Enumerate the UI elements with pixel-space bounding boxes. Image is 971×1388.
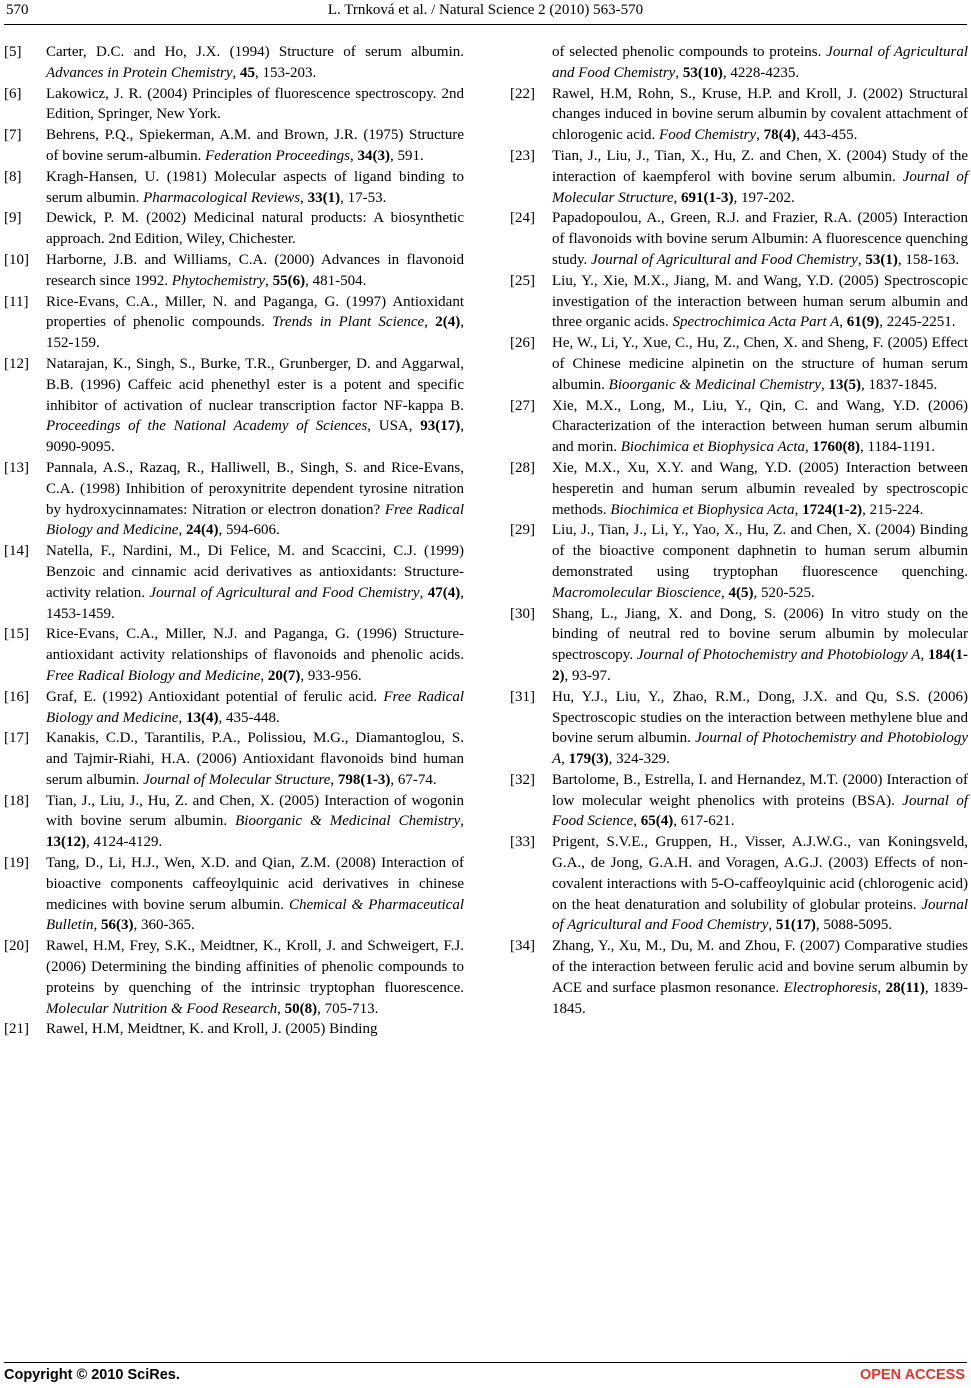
volume-issue: 50(8) bbox=[284, 1000, 318, 1017]
journal-title: Journal of Photochemistry and Photobiology A bbox=[552, 730, 968, 768]
reference-text: Rawel, H.M, Meidtner, K. and Kroll, J. (2005) Binding bbox=[46, 1021, 378, 1038]
reference-number: [10] bbox=[4, 251, 29, 268]
reference-entry bbox=[4, 1019, 464, 1040]
reference-text: Zhang, Y., Xu, M., Du, M. and Zhou, F. (2007) Comparative studies of the interaction between ferulic acid and bovine serum albumin by ACE and surface plasmon resonance. bbox=[552, 938, 968, 996]
reference-text: , 591. bbox=[389, 147, 424, 164]
reference-text: , 9090-9095. bbox=[46, 418, 464, 456]
reference-number: [26] bbox=[510, 335, 535, 352]
reference-text: Tian, J., Liu, J., Hu, Z. and Chen, X. (2005) Interaction of wogonin with bovine serum albumin. bbox=[46, 792, 464, 830]
reference-text: , 215-224. bbox=[862, 501, 924, 518]
volume-issue: 798(1-3) bbox=[337, 771, 391, 788]
reference-text: Shang, L., Jiang, X. and Dong, S. (2006) In vitro study on the binding of neutral red to bovine serum albumin by molecular spectroscopy. bbox=[552, 605, 968, 664]
reference-entry bbox=[4, 541, 464, 624]
reference-entry bbox=[510, 396, 968, 458]
reference-text: , 5088-5095. bbox=[815, 917, 893, 934]
page-number: 570 bbox=[6, 2, 29, 18]
reference-text: , bbox=[460, 813, 464, 830]
volume-issue: 56(3) bbox=[101, 917, 134, 934]
reference-number: [21] bbox=[4, 1021, 29, 1038]
reference-number: [18] bbox=[4, 792, 29, 809]
journal-title: Journal of Agricultural and Food Chemistry bbox=[552, 896, 968, 934]
reference-text: Natella, F., Nardini, M., Di Felice, M. and Scaccini, C.J. (1999) Benzoic and cinnamic acid derivatives as antioxidants: Structure-activity relation. bbox=[46, 543, 464, 601]
reference-text: Papadopoulou, A., Green, R.J. and Frazier, R.A. (2005) Interaction of flavonoids with bovine serum Albumin: A fluorescence quenching study. bbox=[552, 210, 968, 268]
reference-text: Carter, D.C. and Ho, J.X. (1994) Structure of serum albumin. bbox=[46, 44, 464, 60]
reference-number: [5] bbox=[4, 44, 22, 60]
reference-text: Rice-Evans, C.A., Miller, N.J. and Paganga, G. (1996) Structure-antioxidant activity relationships of flavonoids and phenolic acids. bbox=[46, 626, 464, 664]
copyright-notice: Copyright © 2010 SciRes. bbox=[4, 1367, 180, 1383]
volume-issue: 691(1-3) bbox=[681, 189, 734, 206]
reference-number: [28] bbox=[510, 459, 535, 476]
volume-issue: 13(12) bbox=[46, 834, 86, 851]
reference-text: , 1839-1845. bbox=[552, 979, 968, 1017]
reference-entry bbox=[510, 936, 968, 1019]
volume-issue: 93(17) bbox=[420, 418, 461, 435]
references-left-column bbox=[4, 42, 464, 1040]
volume-issue: 28(11) bbox=[885, 979, 925, 996]
reference-entry bbox=[510, 146, 968, 208]
volume-issue: 65(4) bbox=[640, 813, 674, 830]
reference-entry bbox=[4, 250, 464, 292]
reference-text: Xie, M.X., Long, M., Liu, Y., Qin, C. and Wang, Y.D. (2006) Characterization of the interaction between human serum albumin and morin. bbox=[552, 397, 968, 456]
volume-issue: 179(3) bbox=[568, 751, 609, 768]
reference-text: , bbox=[633, 813, 641, 830]
volume-issue: 53(1) bbox=[865, 251, 898, 268]
reference-text: , 4124-4129. bbox=[86, 834, 163, 851]
journal-title: Free Radical Biology and Medicine bbox=[46, 688, 464, 726]
reference-text: , 520-525. bbox=[753, 584, 815, 601]
journal-title: Macromolecular Bioscience bbox=[552, 584, 721, 601]
reference-text: , 617-621. bbox=[673, 813, 735, 830]
volume-issue: 13(4) bbox=[185, 709, 219, 726]
reference-text: , 4228-4235. bbox=[722, 64, 800, 81]
reference-text: , 933-956. bbox=[300, 667, 362, 684]
volume-issue: 78(4) bbox=[763, 127, 797, 144]
reference-number: [22] bbox=[510, 85, 535, 102]
volume-issue: 45 bbox=[240, 64, 255, 81]
reference-number: [33] bbox=[510, 834, 535, 851]
reference-text: , 153-203. bbox=[255, 64, 317, 81]
reference-text: , 197-202. bbox=[733, 189, 795, 206]
volume-issue: 1760(8) bbox=[812, 439, 861, 456]
reference-text: , 67-74. bbox=[390, 771, 437, 788]
reference-entry bbox=[510, 687, 968, 770]
reference-entry bbox=[4, 728, 464, 790]
reference-entry bbox=[510, 604, 968, 687]
reference-text: , 152-159. bbox=[46, 314, 464, 352]
journal-title: Spectrochimica Acta Part A bbox=[672, 314, 840, 331]
reference-number: [23] bbox=[510, 147, 535, 164]
journal-title: Journal of Molecular Structure bbox=[143, 771, 331, 788]
journal-title: Federation Proceedings bbox=[205, 147, 350, 164]
reference-entry bbox=[510, 208, 968, 270]
reference-text: , bbox=[232, 64, 240, 81]
reference-text: , bbox=[561, 751, 569, 768]
reference-entry bbox=[510, 832, 968, 936]
reference-entry bbox=[4, 125, 464, 167]
reference-text: Hu, Y.J., Liu, Y., Zhao, R.M., Dong, J.X. and Qu, S.S. (2006) Spectroscopic studies on the interaction between methylene blue and bovine serum albumin. bbox=[552, 688, 968, 747]
journal-title: Journal of Photochemistry and Photobiology A bbox=[636, 647, 921, 664]
reference-entry bbox=[510, 271, 968, 333]
volume-issue: 33(1) bbox=[307, 189, 341, 206]
reference-text: Liu, J., Tian, J., Li, Y., Yao, X., Hu, Z. and Chen, X. (2004) Binding of the bioactive component daphnetin to human serum albumin demonstrated using tryptophan fluorescence quenching. bbox=[552, 522, 968, 580]
reference-text: Dewick, P. M. (2002) Medicinal natural products: A biosynthetic approach. 2nd Edition, Wiley, Chichester. bbox=[46, 210, 464, 248]
journal-title: Journal of Agricultural and Food Chemistry bbox=[149, 584, 420, 601]
reference-entry bbox=[4, 354, 464, 458]
reference-number: [31] bbox=[510, 688, 535, 705]
reference-number: [20] bbox=[4, 938, 29, 955]
volume-issue: 13(5) bbox=[828, 376, 862, 393]
references-right-column bbox=[510, 42, 968, 1019]
reference-entry bbox=[4, 853, 464, 936]
volume-issue: 4(5) bbox=[728, 584, 754, 601]
reference-number: [24] bbox=[510, 210, 535, 227]
volume-issue: 47(4) bbox=[427, 584, 461, 601]
volume-issue: 61(9) bbox=[846, 314, 880, 331]
journal-title: Trends in Plant Science bbox=[272, 314, 425, 331]
reference-entry bbox=[510, 84, 968, 146]
reference-text: , 443-455. bbox=[796, 127, 858, 144]
reference-text: , bbox=[300, 189, 308, 206]
reference-text: Tang, D., Li, H.J., Wen, X.D. and Qian, Z.M. (2008) Interaction of bioactive components caffeoylquinic acid derivatives in chinese medicines with bovine serum albumin. bbox=[46, 855, 464, 913]
reference-text: , bbox=[424, 314, 436, 331]
journal-title: Bioorganic & Medicinal Chemistry bbox=[235, 813, 461, 830]
reference-text: , bbox=[920, 647, 928, 664]
reference-text: , bbox=[260, 667, 268, 684]
reference-number: [14] bbox=[4, 543, 29, 560]
reference-text: Rice-Evans, C.A., Miller, N. and Paganga, G. (1997) Antioxidant properties of phenolic compounds. bbox=[46, 293, 464, 331]
footer-rule bbox=[4, 1362, 967, 1363]
reference-text: , bbox=[675, 64, 683, 81]
reference-number: [34] bbox=[510, 938, 535, 955]
reference-entry bbox=[4, 292, 464, 354]
journal-title: Food Chemistry bbox=[659, 127, 757, 144]
reference-number: [13] bbox=[4, 459, 29, 476]
reference-text: , bbox=[821, 376, 829, 393]
reference-text: , bbox=[857, 251, 866, 268]
volume-issue: 20(7) bbox=[267, 667, 301, 684]
reference-text: Liu, Y., Xie, M.X., Jiang, M. and Wang, Y.D. (2005) Spectroscopic investigation of the interaction between human serum albumin and three organic acids. bbox=[552, 272, 968, 331]
journal-title: Journal of Food Science bbox=[552, 792, 968, 830]
reference-text: , bbox=[673, 189, 682, 206]
reference-text: Behrens, P.Q., Spiekerman, A.M. and Brown, J.R. (1975) Structure of bovine serum-albumin. bbox=[46, 127, 464, 164]
reference-text: , 360-365. bbox=[133, 917, 195, 934]
journal-title: Phytochemistry bbox=[171, 272, 266, 289]
reference-text: , 1453-1459. bbox=[46, 584, 464, 622]
reference-entry bbox=[510, 520, 968, 603]
reference-text: , bbox=[178, 522, 186, 539]
volume-issue: 53(10) bbox=[682, 64, 723, 81]
reference-text: , bbox=[756, 127, 764, 144]
reference-number: [17] bbox=[4, 730, 29, 747]
journal-title: Bioorganic & Medicinal Chemistry bbox=[608, 376, 822, 393]
journal-title: Molecular Nutrition & Food Research bbox=[46, 1000, 278, 1017]
reference-entry bbox=[4, 458, 464, 541]
reference-entry bbox=[4, 936, 464, 1019]
reference-text: Prigent, S.V.E., Gruppen, H., Visser, A.J.W.G., van Koningsveld, G.A., de Jong, G.A.H. and Voragen, A.G.J. (2003) Effects of non-covalent interactions with 5-O-caffeoylquinic acid (chlorogenic acid) on the heat denaturation and solubility of globular proteins. bbox=[552, 834, 968, 913]
reference-text: , 1184-1191. bbox=[860, 439, 936, 456]
journal-title: Free Radical Biology and Medicine bbox=[46, 501, 464, 539]
journal-title: Proceedings of the National Academy of Sciences bbox=[46, 418, 368, 435]
volume-issue: 55(6) bbox=[272, 272, 306, 289]
reference-text: Kragh-Hansen, U. (1981) Molecular aspects of ligand binding to serum albumin. bbox=[46, 168, 464, 206]
reference-entry bbox=[4, 42, 464, 84]
journal-title: Chemical & Pharmaceutical Bulletin bbox=[46, 896, 465, 934]
reference-entry bbox=[510, 42, 968, 84]
reference-text: , 158-163. bbox=[897, 251, 960, 268]
journal-title: Biochimica et Biophysica Acta bbox=[610, 501, 795, 518]
reference-entry bbox=[4, 687, 464, 729]
reference-number: [9] bbox=[4, 210, 22, 227]
reference-text: He, W., Li, Y., Xue, C., Hu, Z., Chen, X. and Sheng, F. (2005) Effect of Chinese medicine alpinetin on the structure of human serum albumin. bbox=[552, 335, 968, 393]
reference-text: , bbox=[839, 314, 847, 331]
reference-number: [11] bbox=[4, 293, 29, 310]
reference-text: Tian, J., Liu, J., Tian, X., Hu, Z. and Chen, X. (2004) Study of the interaction of kaempferol with bovine serum albumin. bbox=[552, 147, 968, 185]
reference-text: , 324-329. bbox=[608, 751, 670, 768]
reference-text: , bbox=[768, 917, 776, 934]
journal-title: Journal of Molecular Structure bbox=[552, 168, 968, 206]
reference-text: , bbox=[805, 439, 813, 456]
volume-issue: 1724(1-2) bbox=[802, 501, 863, 518]
reference-text: Harborne, J.B. and Williams, C.A. (2000) Advances in flavonoid research since 1992. bbox=[46, 251, 464, 289]
journal-title: Pharmacological Reviews bbox=[143, 189, 301, 206]
reference-text: Bartolome, B., Estrella, I. and Hernandez, M.T. (2000) Interaction of low molecular weight phenolics with proteins (BSA). bbox=[552, 771, 968, 809]
reference-entry bbox=[4, 791, 464, 853]
volume-issue: 184(1-2) bbox=[552, 647, 968, 684]
journal-title: Advances in Protein Chemistry bbox=[46, 64, 233, 81]
reference-number: [7] bbox=[4, 127, 22, 144]
reference-number: [12] bbox=[4, 355, 29, 372]
journal-title: Journal of Agricultural and Food Chemistry bbox=[552, 44, 968, 81]
volume-issue: 2(4) bbox=[435, 314, 461, 331]
reference-text: , 93-97. bbox=[564, 667, 611, 684]
reference-text: Rawel, H.M, Frey, S.K., Meidtner, K., Kroll, J. and Schweigert, F.J. (2006) Determining the binding affinities of phenolic compounds to proteins by quenching of the intrinsic tryptophan fluorescence. bbox=[46, 938, 464, 996]
reference-number: [6] bbox=[4, 85, 22, 102]
reference-text: , 481-504. bbox=[305, 272, 367, 289]
reference-entry bbox=[4, 624, 464, 686]
reference-text: , 1837-1845. bbox=[861, 376, 938, 393]
reference-text: Kanakis, C.D., Tarantilis, P.A., Polissiou, M.G., Diamantoglou, S. and Tajmir-Riahi, H.A. (2006) Antioxidant flavonoids bind human serum albumin. bbox=[46, 730, 464, 788]
reference-text: , bbox=[265, 272, 273, 289]
reference-text: , 594-606. bbox=[218, 522, 280, 539]
reference-text: , bbox=[720, 584, 729, 601]
reference-number: [30] bbox=[510, 605, 535, 622]
open-access-label: OPEN ACCESS bbox=[859, 1367, 965, 1383]
reference-text: , 17-53. bbox=[340, 189, 387, 206]
reference-text: , bbox=[349, 147, 358, 164]
reference-text: , bbox=[277, 1000, 285, 1017]
reference-text: , bbox=[877, 979, 886, 996]
reference-text: Natarajan, K., Singh, S., Burke, T.R., Grunberger, D. and Aggarwal, B.B. (1996) Caffeic acid phenethyl ester is a potent and specific inhibitor of activation of nuclear transcription factor NF-kappa B. bbox=[46, 355, 464, 414]
reference-text: Pannala, A.S., Razaq, R., Halliwell, B., Singh, S. and Rice-Evans, C.A. (1998) Inhibition of peroxynitrite dependent tyrosine nitration by hydroxycinnamates: Nitration or electron donation? bbox=[46, 459, 464, 518]
reference-text: , bbox=[419, 584, 428, 601]
reference-number: [15] bbox=[4, 626, 29, 643]
journal-title: Journal of Agricultural and Food Chemistry bbox=[591, 251, 858, 268]
reference-text: , 705-713. bbox=[317, 1000, 379, 1017]
reference-text: Rawel, H.M, Rohn, S., Kruse, H.P. and Kroll, J. (2002) Structural changes induced in bovine serum albumin by covalent attachment of chlorogenic acid. bbox=[552, 85, 968, 144]
reference-number: [8] bbox=[4, 168, 22, 185]
reference-text: , bbox=[93, 917, 101, 934]
header-rule bbox=[4, 24, 967, 25]
reference-number: [16] bbox=[4, 688, 29, 705]
reference-entry bbox=[510, 458, 968, 520]
reference-entry bbox=[4, 208, 464, 250]
reference-text: , bbox=[178, 709, 186, 726]
reference-entry bbox=[4, 167, 464, 209]
volume-issue: 51(17) bbox=[775, 917, 816, 934]
reference-number: [25] bbox=[510, 272, 535, 289]
reference-text: of selected phenolic compounds to proteins. bbox=[552, 44, 827, 60]
reference-number: [19] bbox=[4, 855, 29, 872]
reference-number: [27] bbox=[510, 397, 535, 414]
reference-text: , bbox=[330, 771, 338, 788]
reference-number: [29] bbox=[510, 522, 535, 539]
reference-entry bbox=[4, 84, 464, 126]
reference-text: , 435-448. bbox=[218, 709, 280, 726]
reference-text: Graf, E. (1992) Antioxidant potential of ferulic acid. bbox=[46, 688, 384, 705]
reference-text: , bbox=[794, 501, 803, 518]
reference-text: Xie, M.X., Xu, X.Y. and Wang, Y.D. (2005) Interaction between hesperetin and human serum albumin revealed by spectroscopic methods. bbox=[552, 459, 968, 518]
journal-title: Biochimica et Biophysica Acta bbox=[620, 439, 806, 456]
reference-text: , USA, bbox=[367, 418, 421, 435]
reference-number: [32] bbox=[510, 771, 535, 788]
volume-issue: 34(3) bbox=[357, 147, 390, 164]
reference-entry bbox=[510, 333, 968, 395]
volume-issue: 24(4) bbox=[185, 522, 219, 539]
reference-text: , 2245-2251. bbox=[879, 314, 956, 331]
reference-text: Lakowicz, J. R. (2004) Principles of fluorescence spectroscopy. 2nd Edition, Springer, New York. bbox=[46, 85, 464, 123]
running-header: L. Trnková et al. / Natural Science 2 (2010) 563-570 bbox=[327, 2, 644, 18]
reference-entry bbox=[510, 770, 968, 832]
journal-title: Free Radical Biology and Medicine bbox=[46, 667, 261, 684]
journal-title: Electrophoresis bbox=[783, 979, 878, 996]
